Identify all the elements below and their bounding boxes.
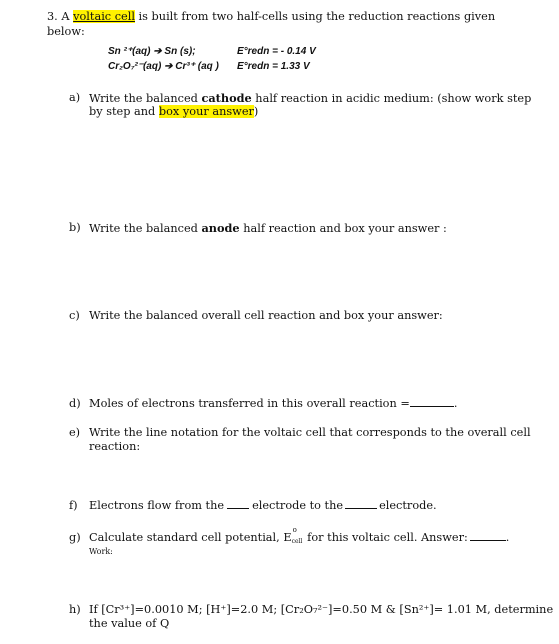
cathode-bold: cathode <box>201 91 252 105</box>
part-e-line1: Write the line notation for the voltaic cell that corresponds to the overall cell <box>89 426 531 439</box>
part-b-label: b) <box>69 221 81 234</box>
part-f-text: Electrons flow from the <box>89 499 225 512</box>
part-c-label: c) <box>69 309 80 322</box>
question-intro <box>47 10 495 23</box>
box-answer-highlight: box your answer <box>158 105 254 118</box>
ecell-symbol: o cell <box>291 526 303 545</box>
electrode-to-blank[interactable] <box>345 499 377 509</box>
voltaic-cell-highlight: voltaic cell <box>73 10 135 23</box>
intro-text: is built from two half-cells using the reduction reactions given <box>134 10 496 23</box>
reaction-1-equation: Sn ²⁺(aq) ➔ Sn (s); <box>108 46 196 57</box>
part-a-text4: ) <box>253 105 259 118</box>
question-number: 3. A <box>47 10 74 23</box>
reaction-2-potential: E°redn = 1.33 V <box>237 61 310 72</box>
part-g-work-label: Work: <box>89 547 113 556</box>
part-b-line <box>89 221 447 235</box>
intro-line2: below: <box>47 25 85 38</box>
part-d-label: d) <box>69 397 81 410</box>
ecell-answer-blank[interactable] <box>470 531 506 541</box>
part-g-label: g) <box>69 531 81 544</box>
reaction-2-equation: Cr₂O₇²⁻(aq) ➔ Cr³⁺ (aq ) <box>108 61 219 72</box>
part-a-text2: half reaction in acidic medium: (show work step <box>251 92 532 105</box>
part-g-text2: for this voltaic cell. Answer: <box>303 531 468 544</box>
part-c-text: Write the balanced overall cell reaction and box your answer: <box>89 309 443 322</box>
part-h-label: h) <box>69 603 81 616</box>
part-g-text: Calculate standard cell potential, E <box>89 531 292 544</box>
part-g-line <box>89 526 510 545</box>
part-h-line2: the value of Q <box>89 617 170 630</box>
electrode-from-blank[interactable] <box>227 499 249 509</box>
part-d-text: Moles of electrons transferred in this overall reaction = <box>89 397 410 410</box>
part-a-line2 <box>89 105 258 118</box>
part-h-line1: If [Cr³⁺]=0.0010 M; [H⁺]=2.0 M; [Cr₂O₇²⁻]=0.50 M & [Sn²⁺]= 1.01 M, determine <box>89 603 554 616</box>
part-g-period: . <box>505 531 510 544</box>
moles-answer-blank[interactable] <box>410 397 454 407</box>
part-f-text3: electrode. <box>379 499 437 512</box>
part-f-label: f) <box>69 499 78 512</box>
part-a-text: Write the balanced <box>89 92 202 105</box>
part-f-text2: electrode to the <box>252 499 344 512</box>
part-a-line1 <box>89 91 531 105</box>
part-b-text: Write the balanced <box>89 222 202 235</box>
anode-bold: anode <box>201 221 240 235</box>
part-d-line <box>89 397 457 410</box>
part-b-text2: half reaction and box your answer : <box>239 222 447 235</box>
reaction-1-potential: E°redn = - 0.14 V <box>237 46 316 57</box>
part-a-label: a) <box>69 91 81 104</box>
part-f-line <box>89 499 437 512</box>
part-a-text3: by step and <box>89 105 159 118</box>
part-e-label: e) <box>69 426 81 439</box>
part-e-line2: reaction: <box>89 440 141 453</box>
part-d-period: . <box>453 397 458 410</box>
